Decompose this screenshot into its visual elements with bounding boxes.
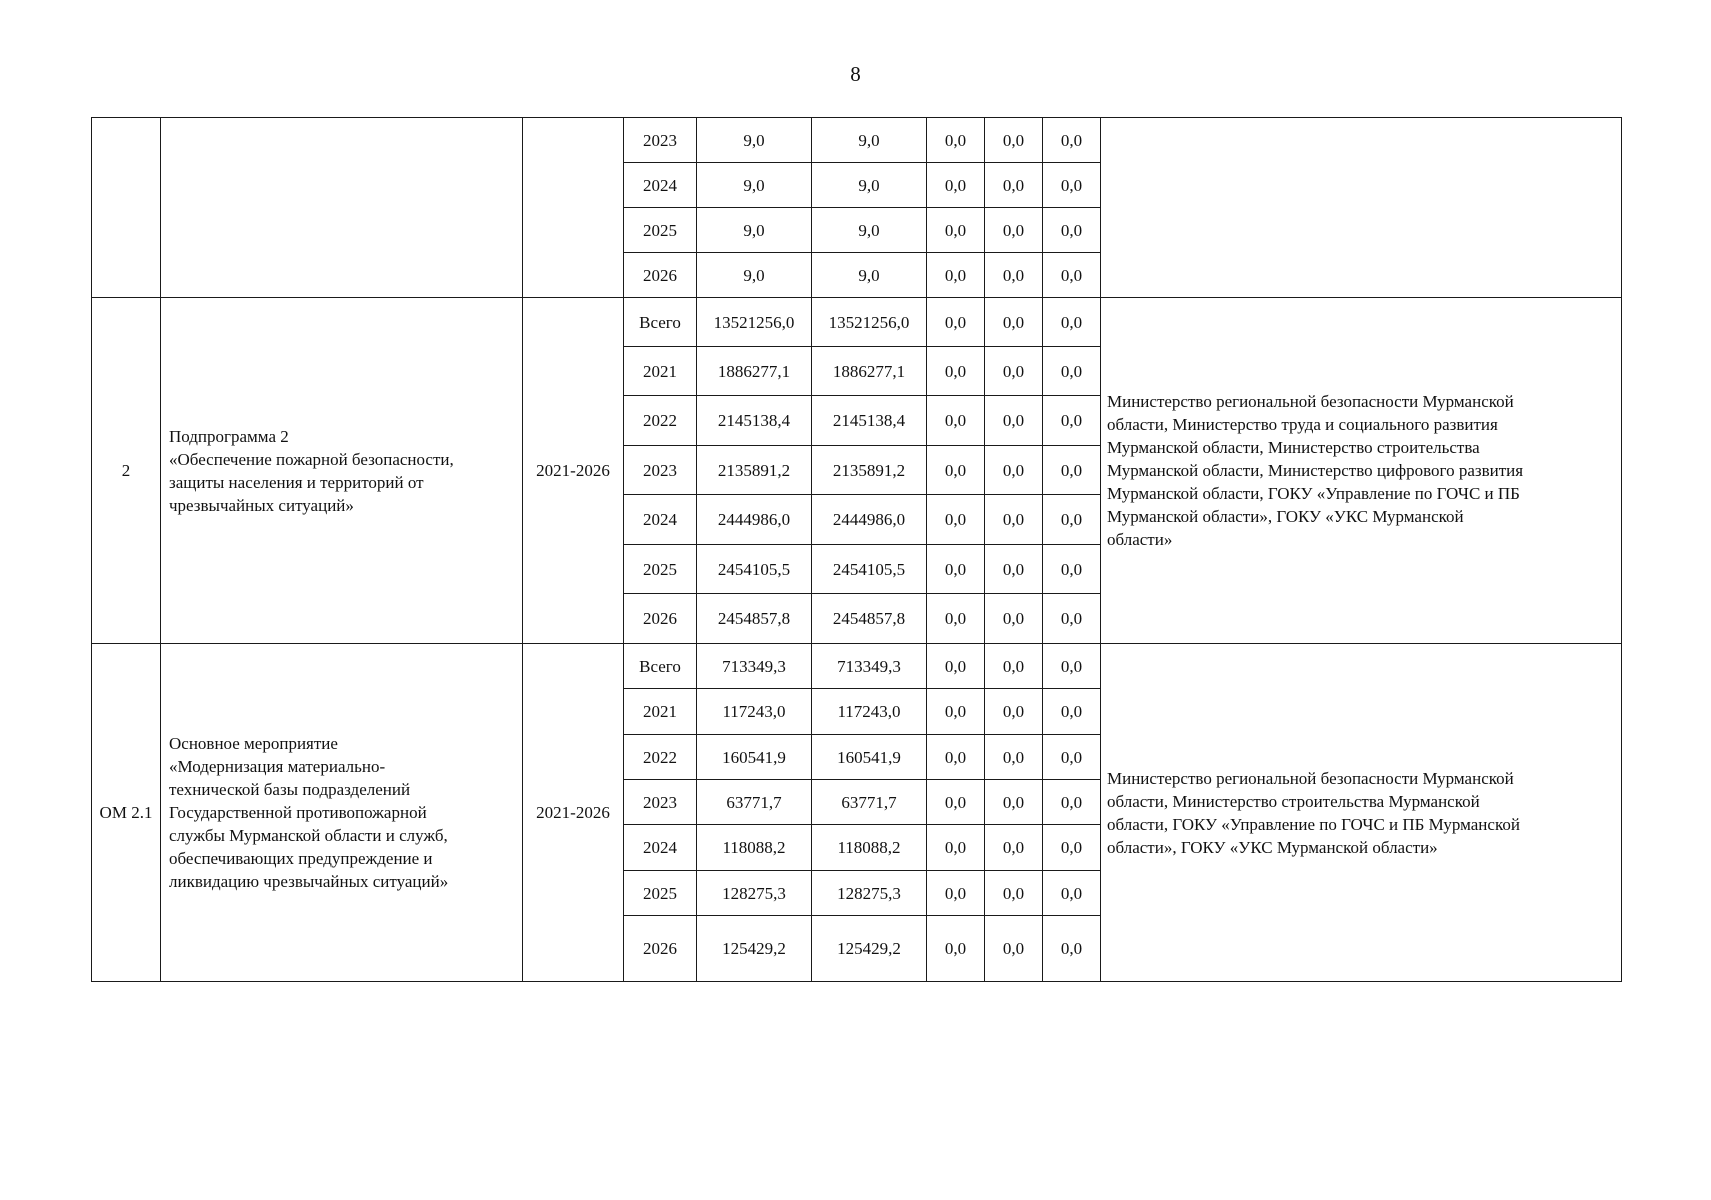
value-federal-budget: 0,0 — [927, 644, 985, 689]
value-regional-budget: 1886277,1 — [812, 347, 927, 396]
year-cell: 2022 — [624, 735, 697, 780]
period-cell: 2021-2026 — [523, 298, 624, 644]
value-federal-budget: 0,0 — [927, 163, 985, 208]
value-local-budget: 0,0 — [985, 871, 1043, 916]
value-total: 63771,7 — [697, 780, 812, 825]
responsible-executor-line: Мурманской области, ГОКУ «Управление по ГОЧС и ПБ — [1107, 484, 1520, 503]
value-federal-budget: 0,0 — [927, 118, 985, 163]
value-federal-budget: 0,0 — [927, 916, 985, 982]
program-name-line: «Модернизация материально- — [169, 757, 386, 776]
value-regional-budget: 13521256,0 — [812, 298, 927, 347]
value-regional-budget: 2135891,2 — [812, 446, 927, 495]
responsible-executor-line: Министерство региональной безопасности Мурманской — [1107, 768, 1514, 788]
value-regional-budget: 9,0 — [812, 118, 927, 163]
value-total: 2444986,0 — [697, 495, 812, 545]
value-local-budget: 0,0 — [985, 347, 1043, 396]
program-name-line: обеспечивающих предупреждение и — [169, 849, 433, 868]
value-total: 2454105,5 — [697, 545, 812, 594]
value-total: 160541,9 — [697, 735, 812, 780]
responsible-executor-line: области, Министерство строительства Мурманской — [1107, 791, 1480, 811]
program-name-line: «Обеспечение пожарной безопасности, — [169, 449, 454, 469]
year-cell: 2023 — [624, 780, 697, 825]
responsible-executor-cell — [1101, 118, 1622, 298]
value-local-budget: 0,0 — [985, 780, 1043, 825]
year-cell: 2024 — [624, 495, 697, 545]
value-total: 128275,3 — [697, 871, 812, 916]
value-other-sources: 0,0 — [1043, 347, 1101, 396]
value-local-budget: 0,0 — [985, 298, 1043, 347]
value-other-sources: 0,0 — [1043, 495, 1101, 545]
value-local-budget: 0,0 — [985, 735, 1043, 780]
value-local-budget: 0,0 — [985, 208, 1043, 253]
program-name-line: технической базы подразделений — [169, 780, 411, 799]
program-name-line: Подпрограмма 2 — [169, 426, 289, 446]
value-other-sources: 0,0 — [1043, 689, 1101, 735]
value-federal-budget: 0,0 — [927, 298, 985, 347]
year-cell: 2025 — [624, 208, 697, 253]
value-local-budget: 0,0 — [985, 644, 1043, 689]
value-federal-budget: 0,0 — [927, 396, 985, 446]
period-cell — [523, 118, 624, 298]
value-total: 9,0 — [697, 118, 812, 163]
value-total: 2135891,2 — [697, 446, 812, 495]
program-name-line: чрезвычайных ситуаций» — [169, 495, 354, 515]
value-federal-budget: 0,0 — [927, 689, 985, 735]
responsible-executor-line: Мурманской области», ГОКУ «УКС Мурманской — [1107, 507, 1464, 526]
value-local-budget: 0,0 — [985, 825, 1043, 871]
value-federal-budget: 0,0 — [927, 780, 985, 825]
row-number-cell: ОМ 2.1 — [92, 644, 161, 982]
value-federal-budget: 0,0 — [927, 446, 985, 495]
value-federal-budget: 0,0 — [927, 208, 985, 253]
value-federal-budget: 0,0 — [927, 253, 985, 298]
value-local-budget: 0,0 — [985, 163, 1043, 208]
value-total: 2454857,8 — [697, 594, 812, 644]
responsible-executor-line: Мурманской области, Министерство строительства — [1107, 438, 1480, 457]
year-cell: 2026 — [624, 594, 697, 644]
value-other-sources: 0,0 — [1043, 594, 1101, 644]
value-total: 13521256,0 — [697, 298, 812, 347]
value-local-budget: 0,0 — [985, 495, 1043, 545]
program-name-line: Основное мероприятие — [169, 734, 338, 753]
value-federal-budget: 0,0 — [927, 545, 985, 594]
value-federal-budget: 0,0 — [927, 594, 985, 644]
value-federal-budget: 0,0 — [927, 735, 985, 780]
value-total: 118088,2 — [697, 825, 812, 871]
program-name-line: службы Мурманской области и служб, — [169, 826, 448, 845]
year-cell: 2026 — [624, 253, 697, 298]
responsible-executor-cell — [1101, 298, 1622, 644]
value-regional-budget: 713349,3 — [812, 644, 927, 689]
responsible-executor-line: Мурманской области, Министерство цифрового развития — [1107, 461, 1524, 480]
value-regional-budget: 9,0 — [812, 253, 927, 298]
value-regional-budget: 125429,2 — [812, 916, 927, 982]
value-total: 125429,2 — [697, 916, 812, 982]
value-total: 713349,3 — [697, 644, 812, 689]
row-number-cell — [92, 118, 161, 298]
year-cell: 2025 — [624, 871, 697, 916]
year-cell: 2023 — [624, 118, 697, 163]
table-body — [92, 118, 1622, 982]
value-regional-budget: 9,0 — [812, 208, 927, 253]
value-other-sources: 0,0 — [1043, 298, 1101, 347]
value-regional-budget: 2444986,0 — [812, 495, 927, 545]
value-total: 9,0 — [697, 208, 812, 253]
year-cell: 2026 — [624, 916, 697, 982]
value-regional-budget: 2145138,4 — [812, 396, 927, 446]
responsible-executor-line: области, ГОКУ «Управление по ГОЧС и ПБ Мурманской — [1107, 814, 1520, 834]
value-federal-budget: 0,0 — [927, 347, 985, 396]
value-other-sources: 0,0 — [1043, 446, 1101, 495]
value-regional-budget: 63771,7 — [812, 780, 927, 825]
value-other-sources: 0,0 — [1043, 825, 1101, 871]
page-number: 8 — [850, 62, 861, 86]
value-local-budget: 0,0 — [985, 916, 1043, 982]
value-total: 2145138,4 — [697, 396, 812, 446]
responsible-executor-line: области, Министерство труда и социального развития — [1107, 415, 1498, 434]
value-local-budget: 0,0 — [985, 118, 1043, 163]
value-total: 1886277,1 — [697, 347, 812, 396]
program-name-cell — [161, 298, 523, 644]
responsible-executor-line: Министерство региональной безопасности Мурманской — [1107, 392, 1514, 411]
value-other-sources: 0,0 — [1043, 253, 1101, 298]
value-regional-budget: 118088,2 — [812, 825, 927, 871]
value-other-sources: 0,0 — [1043, 871, 1101, 916]
program-name-cell — [161, 644, 523, 982]
period-cell: 2021-2026 — [523, 644, 624, 982]
value-local-budget: 0,0 — [985, 594, 1043, 644]
table-row — [92, 644, 1622, 689]
value-local-budget: 0,0 — [985, 396, 1043, 446]
year-cell: 2023 — [624, 446, 697, 495]
year-cell: 2024 — [624, 163, 697, 208]
value-regional-budget: 2454857,8 — [812, 594, 927, 644]
program-name-line: Государственной противопожарной — [169, 803, 427, 822]
table-row — [92, 298, 1622, 347]
value-local-budget: 0,0 — [985, 446, 1043, 495]
value-other-sources: 0,0 — [1043, 118, 1101, 163]
program-name-line: защиты населения и территорий от — [169, 472, 424, 492]
year-cell: 2021 — [624, 347, 697, 396]
value-federal-budget: 0,0 — [927, 495, 985, 545]
funding-table — [91, 117, 1622, 982]
value-federal-budget: 0,0 — [927, 871, 985, 916]
value-other-sources: 0,0 — [1043, 545, 1101, 594]
program-name-cell — [161, 118, 523, 298]
year-cell: 2022 — [624, 396, 697, 446]
value-regional-budget: 117243,0 — [812, 689, 927, 735]
year-cell: Всего — [624, 298, 697, 347]
responsible-executor-cell — [1101, 644, 1622, 982]
row-number-cell: 2 — [92, 298, 161, 644]
value-total: 9,0 — [697, 163, 812, 208]
value-local-budget: 0,0 — [985, 545, 1043, 594]
value-total: 9,0 — [697, 253, 812, 298]
value-local-budget: 0,0 — [985, 253, 1043, 298]
responsible-executor-line: области», ГОКУ «УКС Мурманской области» — [1107, 837, 1438, 857]
year-cell: Всего — [624, 644, 697, 689]
value-other-sources: 0,0 — [1043, 644, 1101, 689]
value-other-sources: 0,0 — [1043, 208, 1101, 253]
year-cell: 2024 — [624, 825, 697, 871]
value-other-sources: 0,0 — [1043, 396, 1101, 446]
value-regional-budget: 2454105,5 — [812, 545, 927, 594]
value-other-sources: 0,0 — [1043, 780, 1101, 825]
table-row — [92, 118, 1622, 163]
value-federal-budget: 0,0 — [927, 825, 985, 871]
value-local-budget: 0,0 — [985, 689, 1043, 735]
value-total: 117243,0 — [697, 689, 812, 735]
value-other-sources: 0,0 — [1043, 916, 1101, 982]
value-other-sources: 0,0 — [1043, 735, 1101, 780]
value-regional-budget: 9,0 — [812, 163, 927, 208]
value-other-sources: 0,0 — [1043, 163, 1101, 208]
value-regional-budget: 160541,9 — [812, 735, 927, 780]
value-regional-budget: 128275,3 — [812, 871, 927, 916]
year-cell: 2025 — [624, 545, 697, 594]
responsible-executor-line: области» — [1107, 530, 1173, 549]
year-cell: 2021 — [624, 689, 697, 735]
program-name-line: ликвидацию чрезвычайных ситуаций» — [169, 872, 449, 891]
